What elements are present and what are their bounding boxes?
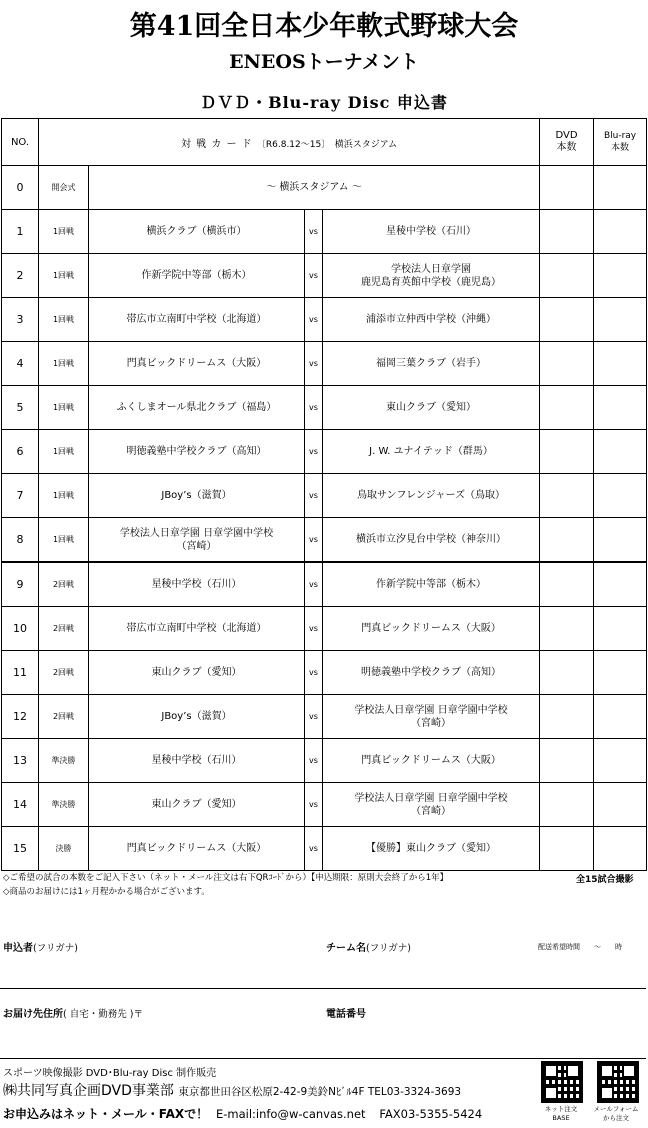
vs-label: vs bbox=[305, 739, 323, 783]
row-no: 11 bbox=[2, 651, 39, 695]
home-team: 東山クラブ（愛知） bbox=[89, 783, 305, 827]
address-label bbox=[3, 1005, 143, 1020]
bluray-qty-cell[interactable] bbox=[594, 254, 647, 298]
table-row bbox=[2, 562, 647, 607]
home-team: 明徳義塾中学校クラブ（高知） bbox=[89, 430, 305, 474]
row-round: 1回戦 bbox=[39, 474, 89, 518]
row-round: 2回戦 bbox=[39, 695, 89, 739]
row-round: 2回戦 bbox=[39, 562, 89, 607]
email-link[interactable]: E-mail:info@w-canvas.net bbox=[215, 1107, 366, 1121]
phone-title: 電話番号 bbox=[326, 1009, 366, 1020]
row-no: 3 bbox=[2, 298, 39, 342]
vs-label: vs bbox=[305, 651, 323, 695]
opening-venue: ～ 横浜スタジアム ～ bbox=[89, 166, 540, 210]
dvd-qty-cell[interactable] bbox=[540, 210, 594, 254]
vs-label: vs bbox=[305, 386, 323, 430]
table-row bbox=[2, 827, 647, 871]
row-no: 5 bbox=[2, 386, 39, 430]
away-team: 横浜市立汐見台中学校（神奈川） bbox=[323, 518, 540, 563]
divider bbox=[0, 1058, 646, 1059]
home-team: 帯広市立南町中学校（北海道） bbox=[89, 607, 305, 651]
bluray-qty-cell[interactable] bbox=[594, 518, 647, 563]
row-round: 2回戦 bbox=[39, 607, 89, 651]
applicant-kana: (フリガナ) bbox=[33, 943, 78, 954]
away-team: 福岡三葉クラブ（岩手） bbox=[323, 342, 540, 386]
company-name: 共同写真企画DVD事業部 bbox=[17, 1083, 174, 1099]
vs-label: vs bbox=[305, 607, 323, 651]
page-subtitle: ENEOSトーナメント bbox=[229, 51, 419, 73]
row-no: 1 bbox=[2, 210, 39, 254]
home-team: JBoy’s（滋賀） bbox=[89, 695, 305, 739]
home-team: 学校法人日章学園 日章学園中学校 （宮崎） bbox=[89, 518, 305, 563]
col-header-bluray: Blu-ray 本数 bbox=[594, 119, 647, 166]
home-team: 門真ビックドリームス（大阪） bbox=[89, 827, 305, 871]
table-row bbox=[2, 386, 647, 430]
dvd-qty-cell[interactable] bbox=[540, 607, 594, 651]
table-row bbox=[2, 651, 647, 695]
bluray-qty-cell[interactable] bbox=[594, 651, 647, 695]
row-round: 1回戦 bbox=[39, 342, 89, 386]
vs-label: vs bbox=[305, 210, 323, 254]
qr-code-icon[interactable] bbox=[597, 1061, 639, 1103]
col-header-no: NO. bbox=[2, 119, 39, 166]
bluray-qty-cell[interactable] bbox=[594, 474, 647, 518]
table-row bbox=[2, 298, 647, 342]
note-line-2: ◇商品のお届けには1ヶ月程かかる場合がございます。 bbox=[3, 887, 210, 897]
row-no: 0 bbox=[2, 166, 39, 210]
table-row-opening bbox=[2, 166, 647, 210]
row-round: 2回戦 bbox=[39, 651, 89, 695]
table-row bbox=[2, 607, 647, 651]
away-team: 東山クラブ（愛知） bbox=[323, 386, 540, 430]
table-row bbox=[2, 739, 647, 783]
order-lead: お申込みはネット・メール・FAXで！ bbox=[3, 1107, 209, 1121]
footer-company bbox=[3, 1080, 461, 1100]
dvd-qty-cell[interactable] bbox=[540, 695, 594, 739]
fax-number: FAX03-5355-5424 bbox=[379, 1107, 483, 1121]
col-header-dvd: DVD 本数 bbox=[540, 119, 594, 166]
table-row bbox=[2, 518, 647, 563]
footer-order bbox=[3, 1105, 482, 1122]
col-header-card bbox=[39, 119, 540, 166]
row-no: 13 bbox=[2, 739, 39, 783]
dvd-qty-cell[interactable] bbox=[540, 166, 594, 210]
team-title: チーム名 bbox=[326, 943, 366, 954]
phone-label bbox=[326, 1005, 366, 1020]
vs-label: vs bbox=[305, 474, 323, 518]
vs-label: vs bbox=[305, 298, 323, 342]
table-row bbox=[2, 210, 647, 254]
row-no: 8 bbox=[2, 518, 39, 563]
bluray-qty-cell[interactable] bbox=[594, 562, 647, 607]
bluray-qty-cell[interactable] bbox=[594, 342, 647, 386]
page-title: 第41回全日本少年軟式野球大会 bbox=[129, 11, 519, 42]
vs-label: vs bbox=[305, 695, 323, 739]
applicant-title: 申込者 bbox=[3, 943, 33, 954]
row-round: 1回戦 bbox=[39, 210, 89, 254]
qr-code-icon[interactable] bbox=[541, 1061, 583, 1103]
dvd-qty-cell[interactable] bbox=[540, 518, 594, 563]
company-address: 東京都世田谷区松原2-42-9美鈴Nﾋﾞﾙ4F TEL03-3324-3693 bbox=[178, 1086, 462, 1098]
away-team: 学校法人日章学園 鹿児島育英館中学校（鹿児島） bbox=[323, 254, 540, 298]
vs-label: vs bbox=[305, 783, 323, 827]
away-team: 星稜中学校（石川） bbox=[323, 210, 540, 254]
dvd-qty-cell[interactable] bbox=[540, 783, 594, 827]
away-team: 浦添市立仲西中学校（沖縄） bbox=[323, 298, 540, 342]
home-team: 星稜中学校（石川） bbox=[89, 739, 305, 783]
home-team: 作新学院中等部（栃木） bbox=[89, 254, 305, 298]
dvd-qty-cell[interactable] bbox=[540, 342, 594, 386]
bluray-qty-cell[interactable] bbox=[594, 166, 647, 210]
delivery-time-label: 配送希望時間 ～ 時 bbox=[538, 943, 622, 951]
dvd-qty-cell[interactable] bbox=[540, 386, 594, 430]
qr-caption-mailform: メールフォーム から注文 bbox=[593, 1105, 639, 1122]
row-no: 15 bbox=[2, 827, 39, 871]
bluray-qty-cell[interactable] bbox=[594, 827, 647, 871]
address-title: お届け先住所 bbox=[3, 1009, 63, 1020]
row-round: 1回戦 bbox=[39, 254, 89, 298]
col-header-card-detail: 〔R6.8.12～15〕 横浜スタジアム bbox=[256, 139, 398, 150]
away-team: 門真ビックドリームス（大阪） bbox=[323, 607, 540, 651]
vs-label: vs bbox=[305, 827, 323, 871]
away-team: 学校法人日章学園 日章学園中学校 （宮崎） bbox=[323, 695, 540, 739]
row-no: 7 bbox=[2, 474, 39, 518]
bluray-qty-cell[interactable] bbox=[594, 298, 647, 342]
dvd-qty-cell[interactable] bbox=[540, 739, 594, 783]
row-round: 1回戦 bbox=[39, 430, 89, 474]
footer-tagline: スポーツ映像撮影 DVD･Blu-ray Disc 制作販売 bbox=[3, 1068, 217, 1079]
dvd-qty-cell[interactable] bbox=[540, 827, 594, 871]
vs-label: vs bbox=[305, 562, 323, 607]
home-team: 横浜クラブ（横浜市） bbox=[89, 210, 305, 254]
note-line-1: ◇ご希望の試合の本数をご記入下さい（ネット・メール注文は右下QRｺｰﾄﾞから）【申込期限：原則大会終了から1年】 bbox=[3, 873, 449, 883]
dvd-qty-cell[interactable] bbox=[540, 298, 594, 342]
row-no: 12 bbox=[2, 695, 39, 739]
row-no: 2 bbox=[2, 254, 39, 298]
table-row bbox=[2, 695, 647, 739]
table-row bbox=[2, 430, 647, 474]
table-row bbox=[2, 783, 647, 827]
bluray-qty-cell[interactable] bbox=[594, 783, 647, 827]
dvd-qty-cell[interactable] bbox=[540, 430, 594, 474]
vs-label: vs bbox=[305, 518, 323, 563]
home-team: JBoy’s（滋賀） bbox=[89, 474, 305, 518]
qr-caption-base: ネット注文 BASE bbox=[544, 1105, 578, 1122]
vs-label: vs bbox=[305, 430, 323, 474]
row-no: 9 bbox=[2, 562, 39, 607]
bluray-qty-cell[interactable] bbox=[594, 695, 647, 739]
dvd-qty-cell[interactable] bbox=[540, 474, 594, 518]
row-round: 1回戦 bbox=[39, 298, 89, 342]
table-row bbox=[2, 342, 647, 386]
address-note: ( 自宅・勤務先 )〒 bbox=[63, 1009, 143, 1020]
home-team: 門真ビックドリームス（大阪） bbox=[89, 342, 305, 386]
home-team: 東山クラブ（愛知） bbox=[89, 651, 305, 695]
vs-label: vs bbox=[305, 254, 323, 298]
away-team: 作新学院中等部（栃木） bbox=[323, 562, 540, 607]
away-team: J. W. ユナイテッド（群馬） bbox=[323, 430, 540, 474]
applicant-label bbox=[3, 939, 78, 954]
dvd-qty-cell[interactable] bbox=[540, 651, 594, 695]
row-round: 1回戦 bbox=[39, 518, 89, 563]
match-table bbox=[1, 118, 647, 871]
row-no: 6 bbox=[2, 430, 39, 474]
away-team: 門真ビックドリームス（大阪） bbox=[323, 739, 540, 783]
away-team: 学校法人日章学園 日章学園中学校 （宮崎） bbox=[323, 783, 540, 827]
row-no: 10 bbox=[2, 607, 39, 651]
bluray-qty-cell[interactable] bbox=[594, 739, 647, 783]
dvd-qty-cell[interactable] bbox=[540, 254, 594, 298]
team-label bbox=[326, 939, 411, 954]
company-mark: ㈱ bbox=[3, 1083, 17, 1099]
row-round: 準決勝 bbox=[39, 783, 89, 827]
col-header-card-label: 対 戦 カ ー ド bbox=[180, 138, 253, 150]
away-team: 明徳義塾中学校クラブ（高知） bbox=[323, 651, 540, 695]
home-team: 星稜中学校（石川） bbox=[89, 562, 305, 607]
row-round: 1回戦 bbox=[39, 386, 89, 430]
table-row bbox=[2, 474, 647, 518]
total-matches: 全15試合撮影 bbox=[576, 875, 634, 885]
row-round: 準決勝 bbox=[39, 739, 89, 783]
form-title: ＤＶＤ・Blu-ray Disc 申込書 bbox=[200, 93, 448, 112]
divider bbox=[0, 988, 646, 989]
bluray-qty-cell[interactable] bbox=[594, 210, 647, 254]
row-round: 決勝 bbox=[39, 827, 89, 871]
vs-label: vs bbox=[305, 342, 323, 386]
row-no: 4 bbox=[2, 342, 39, 386]
table-row bbox=[2, 254, 647, 298]
away-team: 【優勝】東山クラブ（愛知） bbox=[323, 827, 540, 871]
away-team: 鳥取サンフレンジャーズ（鳥取） bbox=[323, 474, 540, 518]
row-no: 14 bbox=[2, 783, 39, 827]
team-kana: (フリガナ) bbox=[366, 943, 411, 954]
bluray-qty-cell[interactable] bbox=[594, 386, 647, 430]
bluray-qty-cell[interactable] bbox=[594, 607, 647, 651]
home-team: ふくしまオール県北クラブ（福島） bbox=[89, 386, 305, 430]
row-round: 開会式 bbox=[39, 166, 89, 210]
dvd-qty-cell[interactable] bbox=[540, 562, 594, 607]
home-team: 帯広市立南町中学校（北海道） bbox=[89, 298, 305, 342]
bluray-qty-cell[interactable] bbox=[594, 430, 647, 474]
